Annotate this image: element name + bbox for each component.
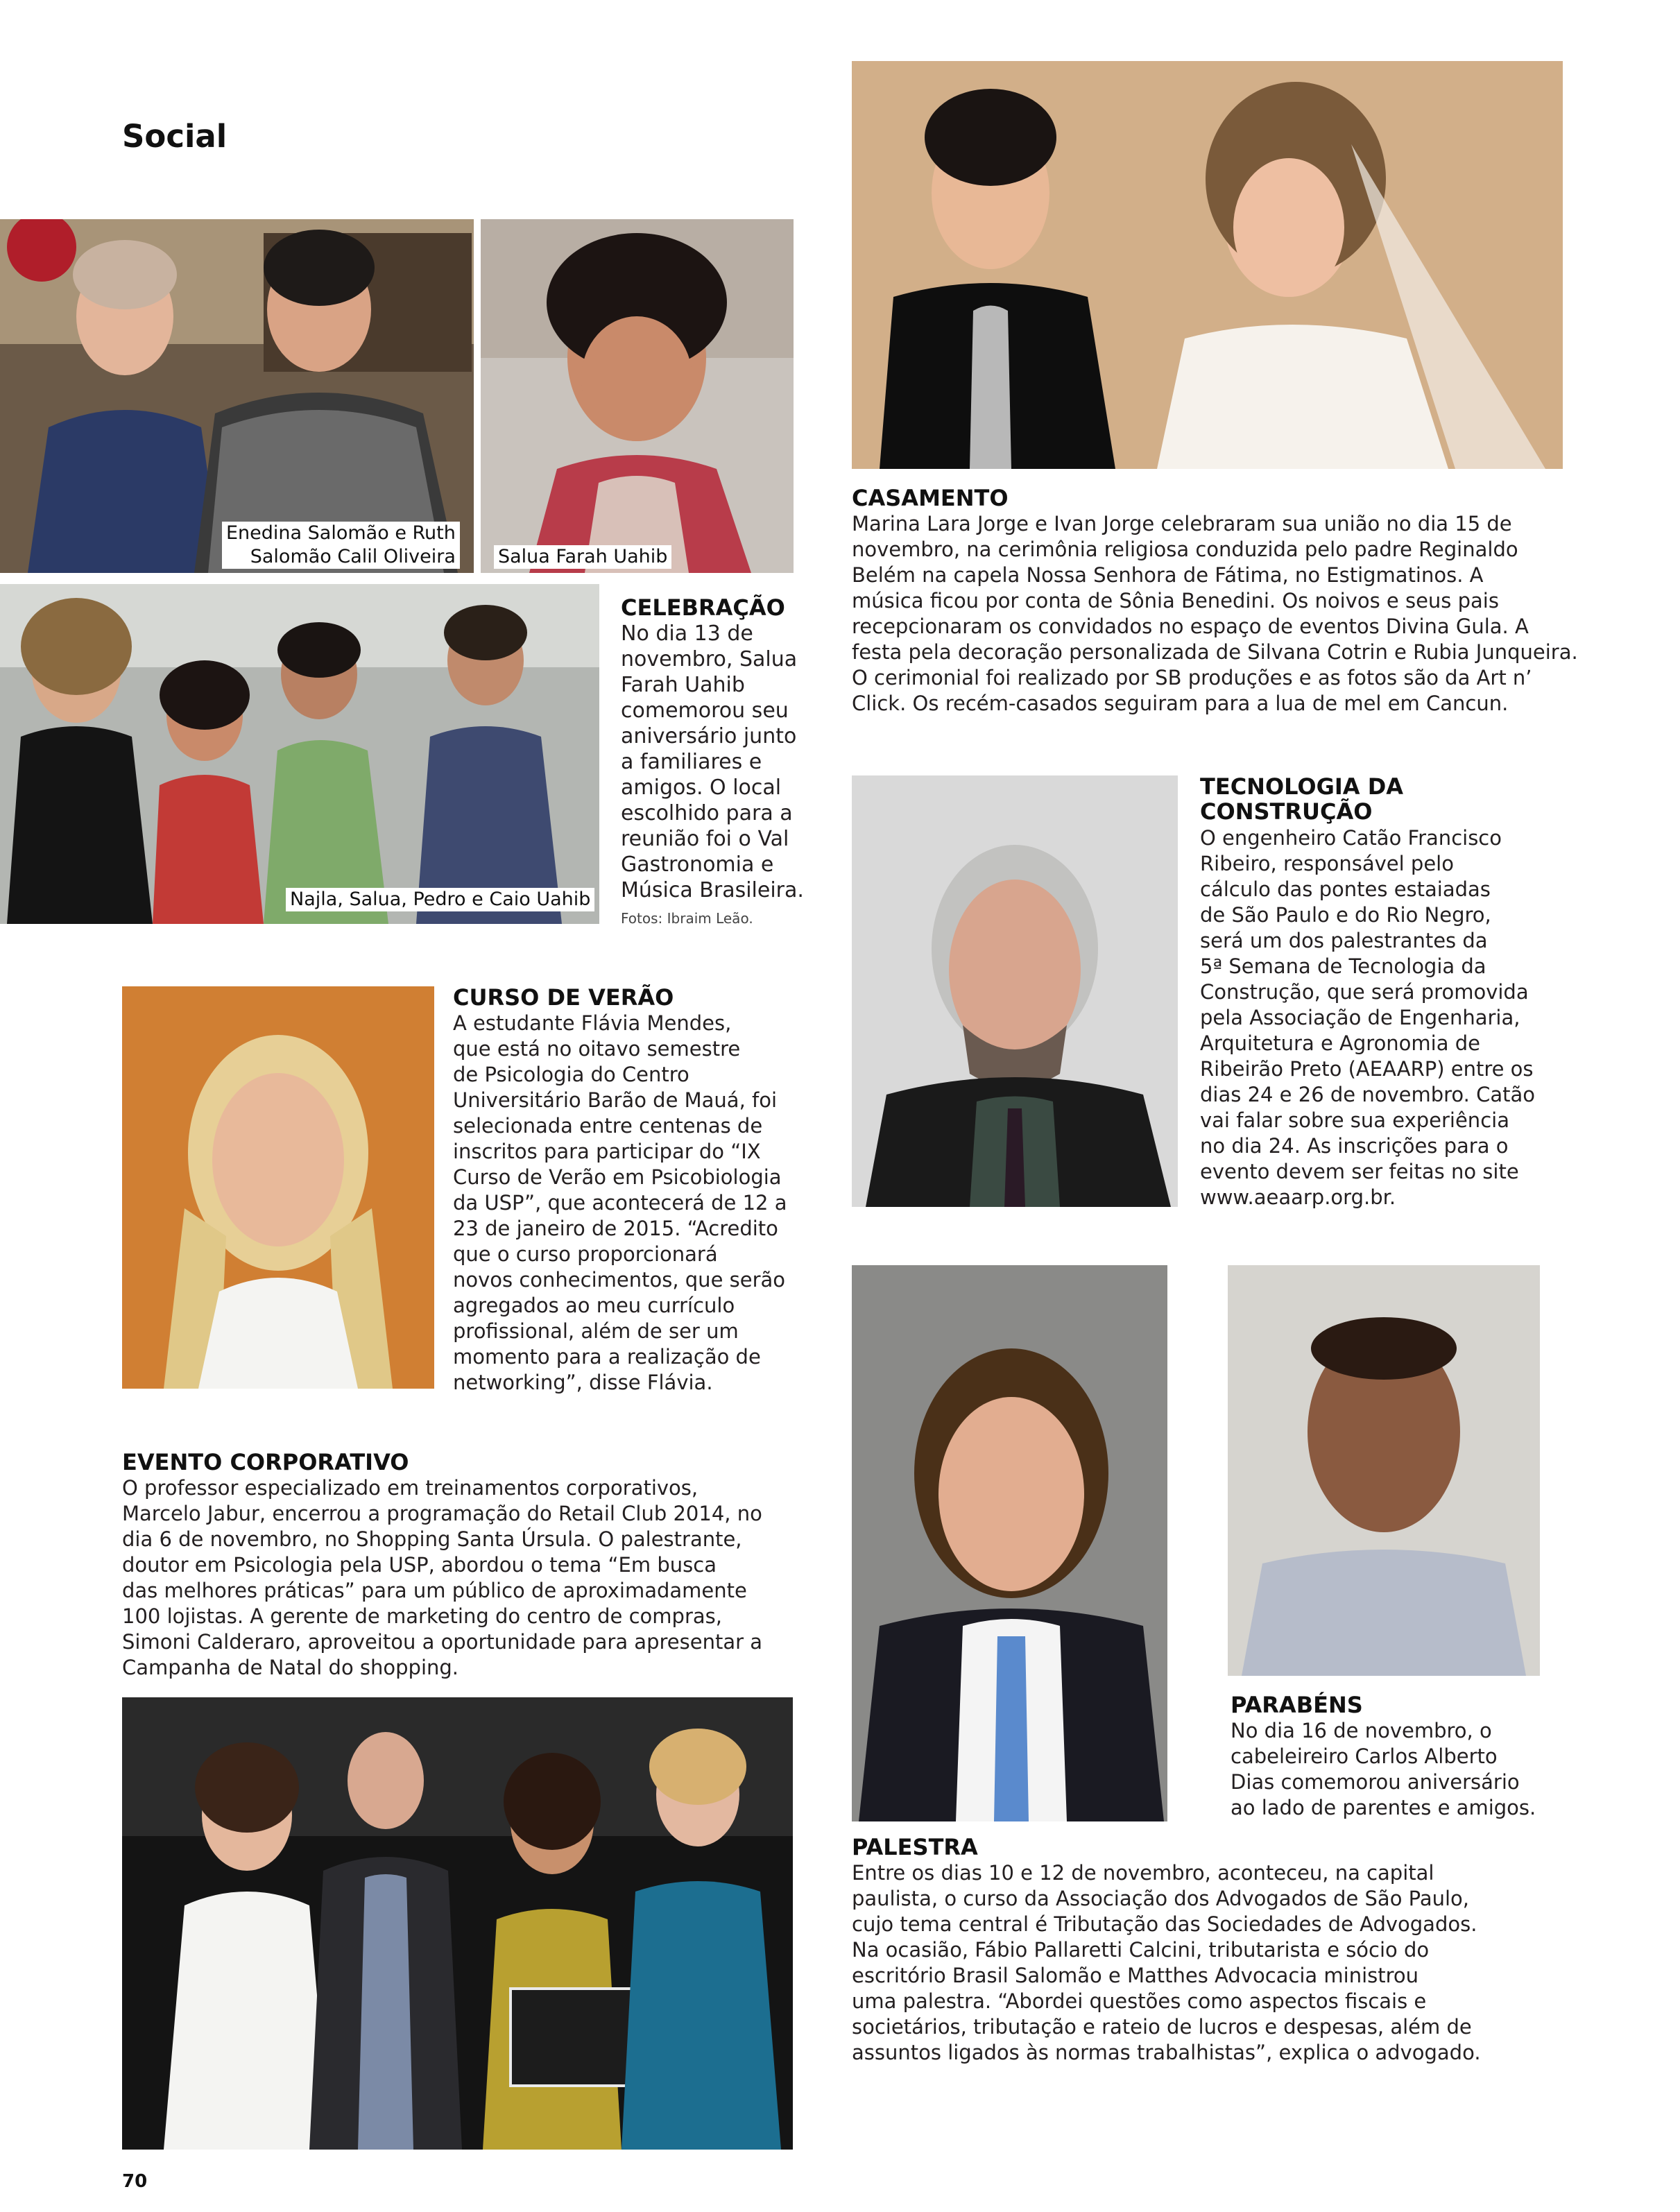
tecnologia-title: TECNOLOGIA DA CONSTRUÇÃO bbox=[1200, 773, 1404, 825]
tecnologia-body: O engenheiro Catão Francisco Ribeiro, responsável pelo cálculo das pontes estaiadas de São Paulo e do Rio Negro, será um dos palestrantes da 5ª Semana de Tecnologia da Construção, que será promovida pela Associação de Engenharia, Arquitetura e Agronomia de Ribeirão Preto (AEAARP) entre os dias 24 e 26 de novembro. Catão vai falar sobre sua experiência no dia 24. As inscrições para o evento devem ser feitas no site www.aeaarp.org.br. bbox=[1200, 826, 1535, 1209]
ladies-photo bbox=[0, 219, 474, 573]
celebracao-body: No dia 13 de novembro, Salua Farah Uahib comemorou seu aniversário junto a familiares e amigos. O local escolhido para a reunião foi o Val Gastronomia e Música Brasileira. bbox=[621, 621, 804, 902]
ladies-caption: Enedina Salomão e Ruth Salomão Calil Oliveira bbox=[222, 522, 460, 569]
event-group-photo bbox=[122, 1697, 793, 2150]
catao-portrait bbox=[852, 775, 1178, 1207]
palestra-body: Entre os dias 10 e 12 de novembro, aconteceu, na capital paulista, o curso da Associação dos Advogados de São Paulo, cujo tema central é Tributação das Sociedades de Advogados. Na ocasião, Fábio Pallaretti Calcini, tributarista e sócio do escritório Brasil Salomão e Matthes Advocacia ministrou uma palestra. “Abordei questões como aspectos fiscais e societários, tributação e rateio de lucros e despesas, além de assuntos ligados às normas trabalhistas”, explica o advogado. bbox=[852, 1861, 1481, 2064]
evento-body: O professor especializado em treinamentos corporativos, Marcelo Jabur, encerrou a programação do Retail Club 2014, no dia 6 de novembro, no Shopping Santa Úrsula. O palestrante, doutor em Psicologia pela USP, abordou o tema “Em busca das melhores práticas” para um público de aproximadamente 100 lojistas. A gerente de marketing do centro de compras, Simoni Calderaro, aproveitou a oportunidade para apresentar a Campanha de Natal do shopping. bbox=[122, 1476, 763, 1679]
celebracao-title: CELEBRAÇÃO bbox=[621, 594, 785, 621]
family-photo bbox=[0, 584, 599, 924]
photo-credit: Fotos: Ibraim Leão. bbox=[621, 910, 753, 927]
salua-portrait bbox=[481, 219, 794, 573]
palestra-title: PALESTRA bbox=[852, 1834, 978, 1860]
section-title: Social bbox=[122, 118, 228, 155]
wedding-photo bbox=[852, 61, 1563, 469]
parabens-body: No dia 16 de novembro, o cabeleireiro Carlos Alberto Dias comemorou aniversário ao lado de parentes e amigos. bbox=[1231, 1719, 1536, 1819]
evento-title: EVENTO CORPORATIVO bbox=[122, 1449, 409, 1475]
carlos-portrait bbox=[1228, 1265, 1540, 1676]
page-number: 70 bbox=[122, 2171, 148, 2192]
family-caption: Najla, Salua, Pedro e Caio Uahib bbox=[286, 888, 594, 911]
flavia-portrait bbox=[122, 986, 434, 1389]
fabio-portrait bbox=[852, 1265, 1167, 1821]
curso-title: CURSO DE VERÃO bbox=[453, 984, 674, 1011]
casamento-body: Marina Lara Jorge e Ivan Jorge celebraram sua união no dia 15 de novembro, na cerimônia religiosa conduzida pelo padre Reginaldo Belém na capela Nossa Senhora de Fátima, no Estigmatinos. A música ficou por conta de Sônia Benedini. Os noivos e seus pais recepcionaram os convidados no espaço de eventos Divina Gula. A festa pela decoração personalizada de Silvana Cotrin e Rubia Junqueira. O cerimonial foi realizado por SB produções e as fotos são da Art n’ Click. Os recém-casados seguiram para a lua de mel em Cancun. bbox=[852, 512, 1578, 715]
salua-caption: Salua Farah Uahib bbox=[494, 545, 671, 569]
parabens-title: PARABÉNS bbox=[1231, 1692, 1363, 1718]
casamento-title: CASAMENTO bbox=[852, 485, 1009, 511]
curso-body: A estudante Flávia Mendes, que está no oitavo semestre de Psicologia do Centro Universitário Barão de Mauá, foi selecionada entre centenas de inscritos para participar do “IX Curso de Verão em Psicobiologia da USP”, que acontecerá de 12 a 23 de janeiro de 2015. “Acredito que o curso proporcionará novos conhecimentos, que serão agregados ao meu currículo profissional, além de ser um momento para a realização de networking”, disse Flávia. bbox=[453, 1011, 787, 1394]
